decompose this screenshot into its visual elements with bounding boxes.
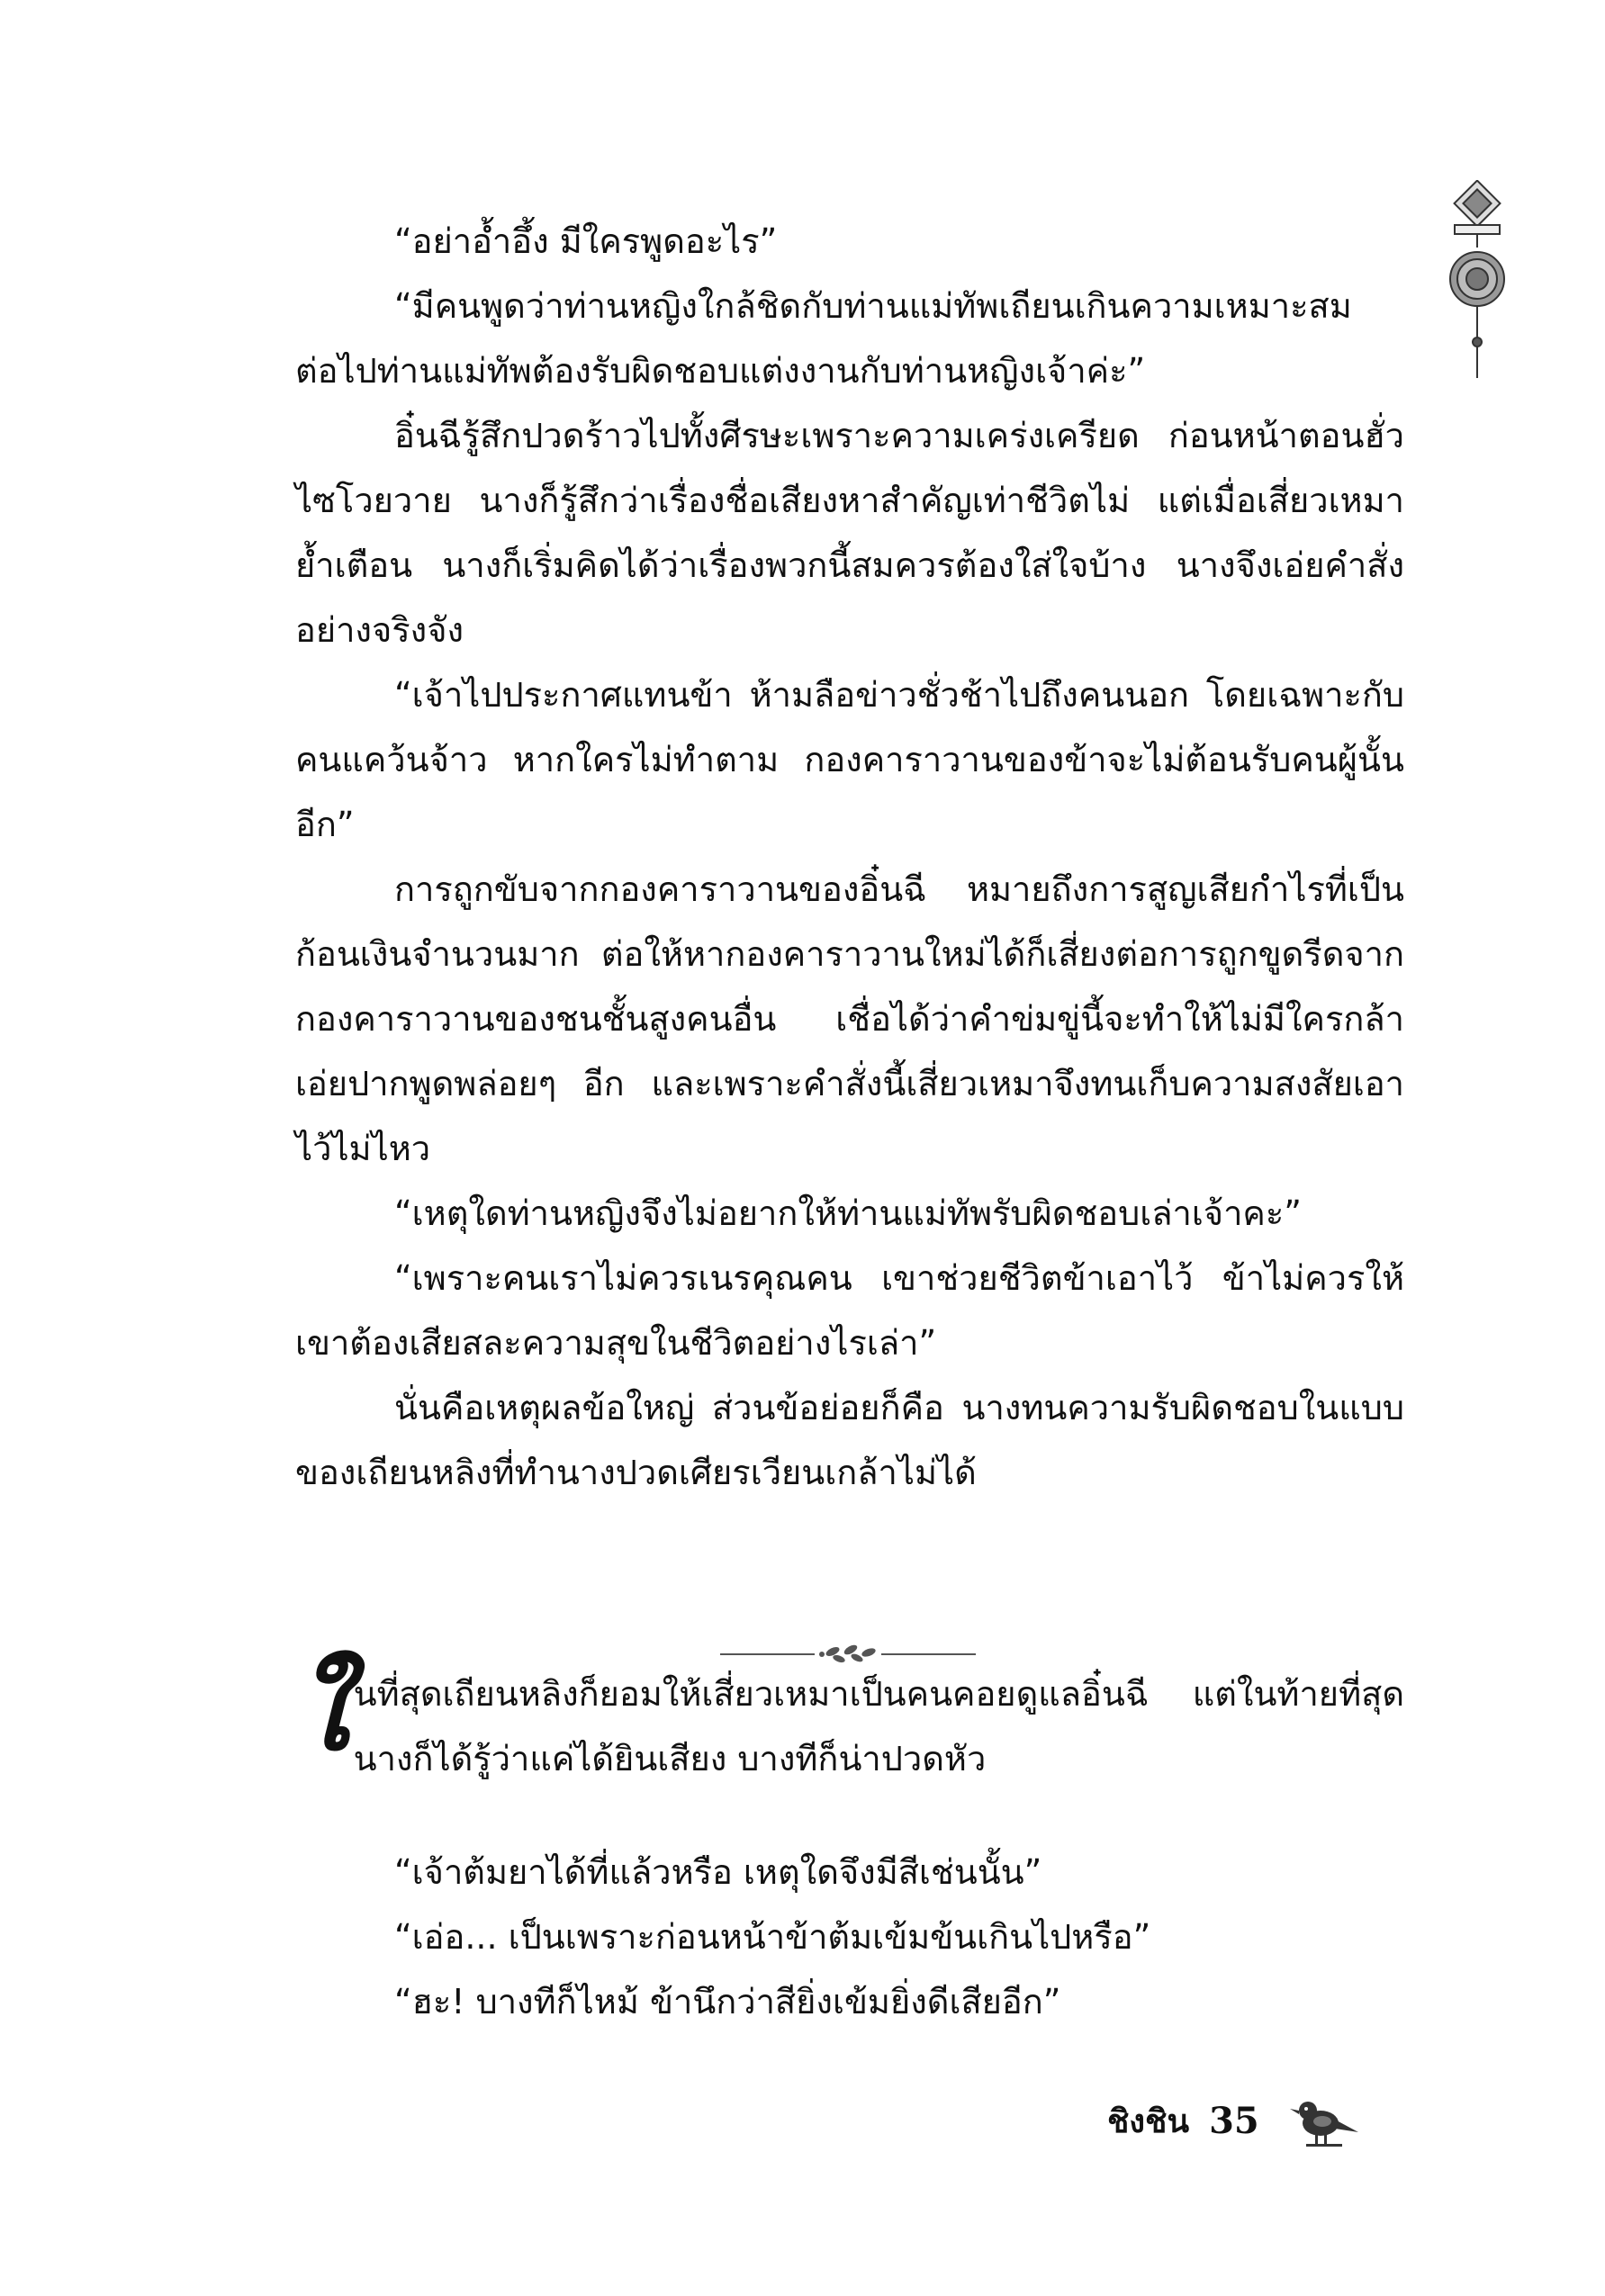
page-number: 35 (1209, 2099, 1259, 2142)
section-2-first-paragraph (295, 1648, 1404, 1791)
paragraph: “เหตุใดท่านหญิงจึงไม่อยากให้ท่านแม่ทัพรับผิดชอบเล่าเจ้าคะ” (394, 1193, 1302, 1233)
dialogue-line: “ฮะ! บางทีก็ไหม้ ข้านึกว่าสียิ่งเข้มยิ่งดีเสียอีก” (394, 1982, 1061, 2021)
text-section-2 (295, 1840, 1404, 2034)
paragraph-text: นที่สุดเถียนหลิงก็ยอมให้เสี่ยวเหมาเป็นคนคอยดูแลอิ๋นฉี แต่ในท้ายที่สุดนางก็ได้รู้ว่าแค่ได้ยินเสียง บางทีก็น่าปวดหัว (353, 1674, 1404, 1778)
paragraph: “เพราะคนเราไม่ควรเนรคุณคน เขาช่วยชีวิตข้าเอาไว้ ข้าไม่ควรให้เขาต้องเสียสละความสุขในชีวิตอย่างไรเล่า” (295, 1258, 1404, 1363)
paragraph: “อย่าอ้ำอึ้ง มีใครพูดอะไร” (394, 221, 778, 261)
bird-icon (1288, 2089, 1360, 2152)
book-title: ชิงชิน (1107, 2102, 1190, 2140)
text-section-1 (295, 209, 1404, 1505)
page-footer (1107, 2093, 1360, 2147)
paragraph: นั่นคือเหตุผลข้อใหญ่ ส่วนข้อย่อยก็คือ นางทนความรับผิดชอบในแบบของเถียนหลิงที่ทำนางปวดเศียรเวียนเกล้าไม่ได้ (295, 1388, 1404, 1492)
drop-cap: ใ (295, 1648, 348, 1775)
paragraph: การถูกขับจากกองคาราวานของอิ๋นฉี หมายถึงการสูญเสียกำไรที่เป็นก้อนเงินจำนวนมาก ต่อให้หากองคาราวานใหม่ได้ก็เสี่ยงต่อการถูกขูดรีดจากกองคาราวานของชนชั้นสูงคนอื่น เชื่อได้ว่าคำข่มขู่นี้จะทำให้ไม่มีใครกล้าเอ่ยปากพูดพล่อยๆ อีก และเพราะคำสั่งนี้เสี่ยวเหมาจึงทนเก็บความสงสัยเอาไว้ไม่ไหว (295, 869, 1404, 1168)
ornament-emblem-icon (1446, 180, 1509, 387)
paragraph: อิ๋นฉีรู้สึกปวดร้าวไปทั้งศีรษะเพราะความเคร่งเครียด ก่อนหน้าตอนฮั่วไซโวยวาย นางก็รู้สึกว่าเรื่องชื่อเสียงหาสำคัญเท่าชีวิตไม่ แต่เมื่อเสี่ยวเหมาย้ำเตือน นางก็เริ่มคิดได้ว่าเรื่องพวกนี้สมควรต้องใส่ใจบ้าง นางจึงเอ่ยคำสั่งอย่างจริงจัง (295, 416, 1404, 650)
paragraph: “เจ้าไปประกาศแทนข้า ห้ามลือข่าวชั่วช้าไปถึงคนนอก โดยเฉพาะกับคนแคว้นจ้าว หากใครไม่ทำตาม กองคาราวานของข้าจะไม่ต้อนรับคนผู้นั้นอีก” (295, 675, 1404, 844)
dialogue-line: “เจ้าต้มยาได้ที่แล้วหรือ เหตุใดจึงมีสีเช่นนั้น” (394, 1852, 1042, 1892)
dialogue-line: “เอ่อ... เป็นเพราะก่อนหน้าข้าต้มเข้มข้นเกินไปหรือ” (394, 1917, 1151, 1957)
paragraph: “มีคนพูดว่าท่านหญิงใกล้ชิดกับท่านแม่ทัพเถียนเกินความเหมาะสม ต่อไปท่านแม่ทัพต้องรับผิดชอบแต่งงานกับท่านหญิงเจ้าค่ะ” (295, 286, 1352, 391)
